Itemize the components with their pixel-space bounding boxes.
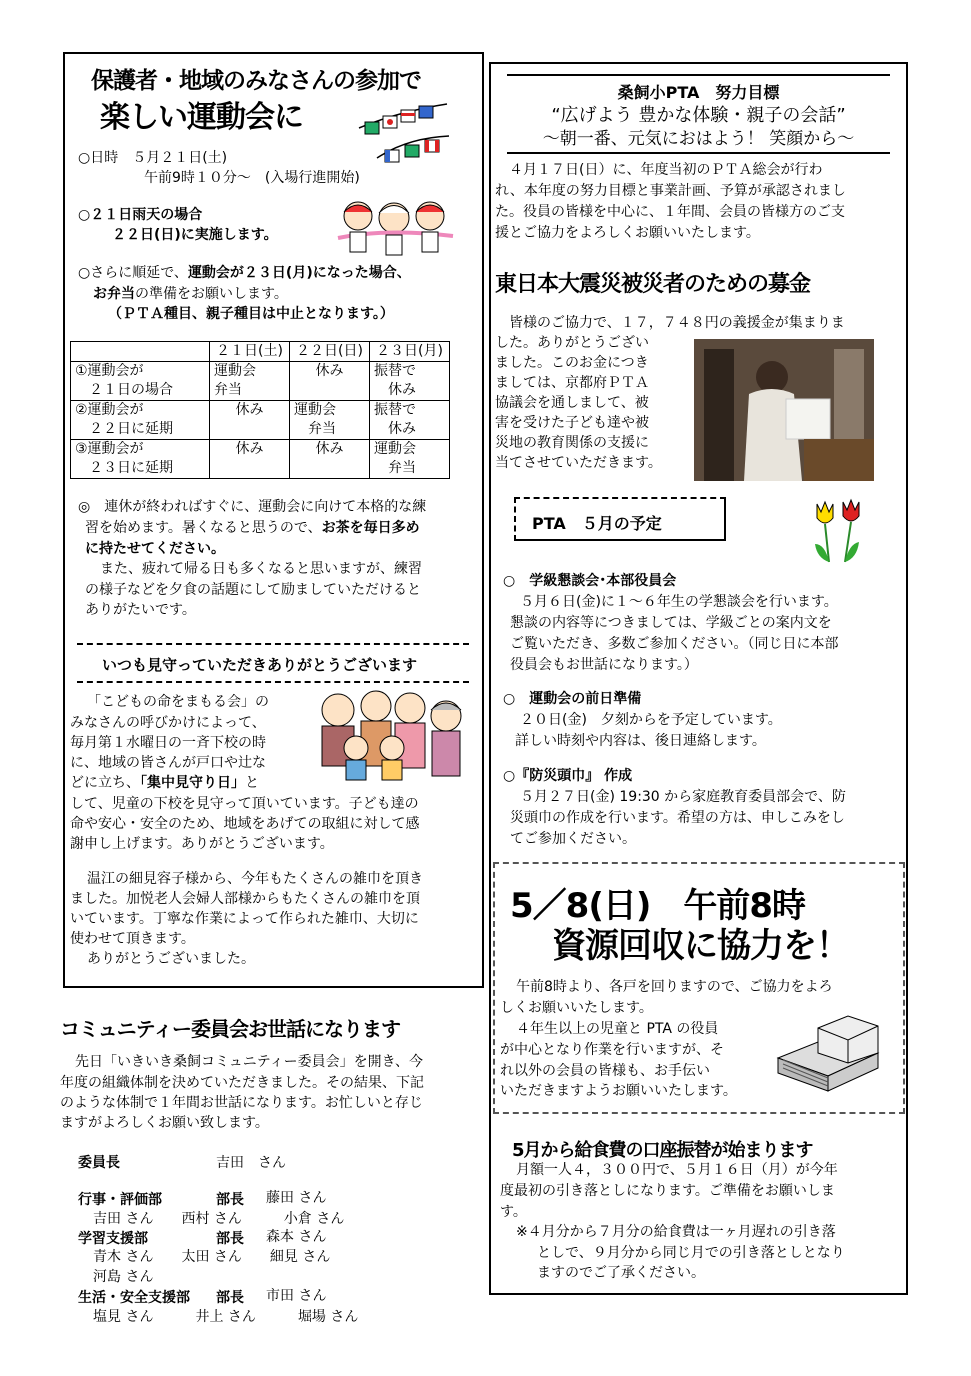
recycle-p2: しくお願いいたします。 [500, 1000, 653, 1016]
chair-name: 吉田 さん [216, 1155, 286, 1171]
group3-head-label: 部長 [216, 1290, 244, 1306]
group2-members-1: 青木 さん 太田 さん 細見 さん [93, 1249, 331, 1265]
watch-p2-5: ありがとうございました。 [87, 951, 255, 967]
may-item2-title: ○ 運動会の前日準備 [503, 691, 642, 707]
table-cell: ①運動会が ２１日の場合 [71, 362, 210, 401]
donation-p5: 協議会を通しまして、被 [495, 395, 649, 411]
sports-note-6: ありがたいです。 [85, 602, 196, 618]
recycle-p1: 午前8時より、各戸を回りますので、ご協力をよろ [516, 979, 833, 995]
may-item1-4: 役員会もお世話になります。） [510, 657, 698, 673]
watch-p2-4: 使わせて頂きます。 [70, 931, 195, 947]
group2-members-2: 河島 さん [93, 1269, 154, 1285]
sports-postpone-3: （ＰＴＡ種目、親子種目は中止となります。） [108, 306, 394, 322]
family-illustration [310, 686, 470, 786]
tulip-illustration [807, 498, 869, 564]
group1-members: 吉田 さん 西村 さん 小倉 さん [93, 1211, 345, 1227]
recycle-p5: れ以外の会員の皆様も、お手伝い [500, 1063, 710, 1079]
sports-date: ○日時 ５月２１日(土) [78, 150, 228, 166]
goal-line-2: “広げよう 豊かな体験・親子の会話” [551, 105, 846, 126]
goal-p4: 援とご協力をよろしくお願いいたします。 [495, 225, 760, 241]
lunch-note-2: としで、９月分から同じ月での引き落としとなり [537, 1245, 845, 1261]
group3-members: 塩見 さん 井上 さん 堀場 さん [93, 1309, 359, 1325]
table-cell: 休み [210, 401, 290, 440]
table-cell: ③運動会が ２３日に延期 [71, 440, 210, 479]
donation-p3: ました。このお金につき [495, 355, 649, 371]
lunch-note-1: ※４月分から７月分の給食費は一ヶ月遅れの引き落 [516, 1224, 836, 1240]
lunch-p2: 度最初の引き落としになります。ご準備をお願いしま [500, 1183, 835, 1199]
chair-label: 委員長 [78, 1155, 120, 1171]
sports-time: 午前9時１０分～ (入場行進開始) [144, 170, 360, 186]
group3-head: 市田 さん [266, 1288, 327, 1304]
sports-title-2: 楽しい運動会に [100, 100, 303, 135]
community-p3: のような体制で１年間お世話になります。お忙しいと存じ [60, 1095, 423, 1111]
recycle-p3: ４年生以上の児童と PTA の役員 [516, 1021, 719, 1037]
sports-rain-2: ２２日(日)に実施します。 [112, 227, 278, 243]
sports-note-4: また、疲れて帰る日も多くなると思いますが、練習 [100, 561, 422, 577]
p1-5c: と [245, 775, 259, 791]
may-item1-2: 懇談の内容等につきましては、学級ごとの案内文を [510, 615, 832, 631]
goal-p2: れ、本年度の努力目標と事業計画、予算が承認されまし [495, 183, 846, 199]
watch-p1-8: 謝申し上げます。ありがとうございます。 [70, 836, 334, 852]
community-p4: ますがよろしくお願い致します。 [60, 1115, 269, 1131]
postpone-2a: お弁当 [93, 286, 135, 302]
recycle-p4: が中心となり作業を行いますが、そ [500, 1042, 724, 1058]
watch-p1-1: 「こどもの命をまもる会」の [87, 694, 269, 710]
postpone-2b: の準備をお願いします。 [135, 286, 288, 302]
sports-title-1: 保護者・地域のみなさんの参加で [91, 68, 421, 94]
table-cell: 運動会 弁当 [370, 440, 450, 479]
watch-p1-7: 命や安心・安全のため、地域をあげての取組に対して感 [70, 816, 420, 832]
note-2a: 習を始めます。暑くなると思うので、 [85, 520, 322, 536]
sports-postpone-2 [93, 284, 288, 305]
recycle-title-1: 5／8(日) 午前8時 [510, 886, 806, 926]
watch-p1-3: 毎月第１水曜日の一斉下校の時 [70, 735, 266, 751]
group3-label: 生活・安全支援部 [78, 1290, 190, 1306]
table-cell: 運動会 弁当 [290, 401, 370, 440]
may-title: PTA ５月の予定 [532, 514, 662, 533]
sports-postpone-1 [78, 263, 411, 284]
goal-line-3: ～朝一番、元気におはよう！ 笑顔から～ [542, 129, 855, 149]
group2-head-label: 部長 [216, 1231, 244, 1247]
recycle-title-2: 資源回収に協力を！ [552, 926, 849, 966]
community-p2: 年度の組織体制を決めていただきました。その結果、下記 [60, 1075, 424, 1091]
lunch-p1: 月額一人４，３００円で、５月１６日（月）が今年 [516, 1162, 838, 1178]
may-item3-1: ５月２７日(金) 19:30 から家庭教育委員部会で、防 [520, 789, 846, 805]
may-item3-title: ○『防災頭巾』 作成 [503, 768, 633, 784]
sports-note-5: の様子などを夕食の話題にして励ましていただけると [85, 582, 421, 598]
watch-p2-1: 温江の細見容子様から、今年もたくさんの雑巾を頂き [87, 871, 423, 887]
goal-line-1: 桑飼小PTA 努力目標 [617, 83, 780, 102]
may-item3-2: 災頭巾の作成を行います。希望の方は、申しこみをし [510, 810, 845, 826]
watch-p1-2: みなさんの呼びかけによって、 [70, 715, 266, 731]
p1-5b: 「集中見守り日」 [140, 775, 245, 791]
donation-p2: した。ありがとうござい [495, 335, 649, 351]
p1-5a: どに立ち、 [70, 775, 140, 791]
running-kids-illustration [328, 198, 458, 260]
goal-p3: た。役員の皆様を中心に、１年間、会員の皆様方のご支 [495, 204, 845, 220]
goal-divider [507, 152, 890, 154]
lunch-note-3: ますのでご了承ください。 [537, 1265, 705, 1281]
table-row [71, 440, 450, 479]
group2-label: 学習支援部 [78, 1231, 148, 1247]
lunch-p3: す。 [500, 1204, 527, 1220]
may-item3-3: てご参加ください。 [510, 831, 636, 847]
community-p1: 先日「いきいき桑飼コミュニティー委員会」を開き、今 [75, 1054, 424, 1070]
table-cell: 運動会 弁当 [210, 362, 290, 401]
table-cell: 休み [290, 440, 370, 479]
may-item1-3: ご覧いただき、多数ご参加ください。（同じ日に本部 [510, 636, 839, 652]
table-cell: 休み [290, 362, 370, 401]
table-cell: 休み [210, 440, 290, 479]
table-cell: 振替で 休み [370, 362, 450, 401]
donation-p6: 害を受けた子ども達や被 [495, 415, 649, 431]
flags-illustration [357, 98, 452, 173]
watch-p1-4: に、地域の皆さんが戸口や辻な [70, 755, 266, 771]
sports-note-1: ◎ 連休が終わればすぐに、運動会に向けて本格的な練 [78, 499, 427, 515]
watch-p2-3: いています。丁寧な作業によって作られた雑巾、大切に [70, 911, 419, 927]
group1-head: 藤田 さん [266, 1190, 327, 1206]
table-cell: ②運動会が ２２日に延期 [71, 401, 210, 440]
divider [77, 643, 469, 645]
divider [77, 681, 469, 683]
may-item1-title: ○ 学級懇談会･本部役員会 [503, 573, 677, 589]
sports-note-2 [85, 518, 420, 539]
table-row [71, 362, 450, 401]
group1-head-label: 部長 [216, 1192, 244, 1208]
donation-p8: 当てさせていただきます。 [495, 455, 662, 471]
sports-note-3: に持たせてください。 [85, 541, 225, 557]
postpone-1b: 運動会が２３日(月)になった場合、 [187, 265, 411, 281]
table-header-cell: ２３日(月) [370, 342, 450, 362]
watch-title: いつも見守っていただきありがとうございます [102, 656, 418, 674]
group1-label: 行事・評価部 [78, 1192, 162, 1208]
may-item1-1: ５月６日(金)に１～６年生の学懇談会を行います。 [520, 594, 838, 610]
table-header-cell: ２２日(日) [290, 342, 370, 362]
watch-p1-6: して、児童の下校を見守って頂いています。子ども達の [70, 796, 419, 812]
table-cell: 振替で 休み [370, 401, 450, 440]
may-item2-2: 詳しい時刻や内容は、後日連絡します。 [515, 733, 766, 749]
goal-p1: ４月１７日(日）に、年度当初のＰＴＡ総会が行わ [509, 162, 823, 178]
table-row [71, 401, 450, 440]
note-2b: お茶を毎日多め [321, 520, 420, 536]
table-header-cell [71, 342, 210, 362]
donation-title: 東日本大震災被災者のための募金 [495, 272, 811, 297]
donation-p7: 災地の教育関係の支援に [495, 435, 649, 451]
table-header-row [71, 342, 450, 362]
table-header-cell: ２１日(土) [210, 342, 290, 362]
watch-p1-5 [70, 773, 259, 794]
may-item2-1: ２０日(金) 夕刻からを予定しています。 [520, 712, 782, 728]
community-title: コミュニティー委員会お世話になります [60, 1017, 400, 1041]
watch-p2-2: ました。加悦老人会婦人部様からもたくさんの雑巾を頂 [70, 891, 420, 907]
recycle-p6: いただきますようお願いいたします。 [500, 1083, 737, 1099]
group2-head: 森本 さん [266, 1229, 327, 1245]
postpone-1a: ○さらに順延で、 [78, 265, 188, 281]
donation-p4: ましては、京都府ＰＴＡ [495, 375, 649, 391]
sports-rain-1: ○２１日雨天の場合 [78, 207, 203, 223]
donation-p1: 皆様のご協力で、１７，７４８円の義援金が集まりま [509, 315, 845, 331]
donation-photo [694, 339, 874, 481]
lunch-title: 5月から給食費の口座振替が始まります [512, 1140, 813, 1161]
sports-schedule-table [70, 341, 450, 479]
newspaper-stack-illustration [768, 998, 888, 1096]
